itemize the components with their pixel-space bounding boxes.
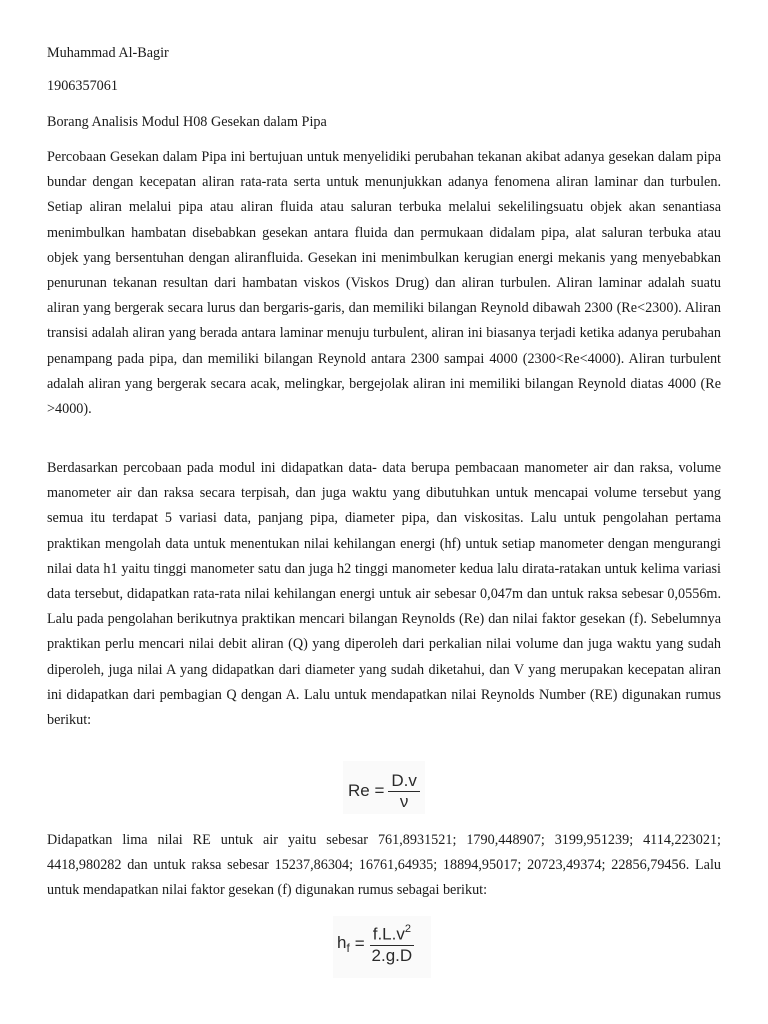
paragraph-analysis: Berdasarkan percobaan pada modul ini didapatkan data- data berupa pembacaan manometer air dan raksa, volume manometer air dan raksa secara terpisah, dan juga waktu yang dibutuhkan untuk mencapai volume tersebut yang semua itu terdapat 5 variasi data, panjang pipa, diameter pipa, dan viskositas. Lalu untuk pengolahan pertama praktikan mengolah data untuk menentukan nilai kehilangan energi (hf) untuk setiap manometer dengan mengurangi nilai data h1 yaitu tinggi manometer satu dan juga h2 tinggi manometer kedua lalu dirata-ratakan untuk kelima variasi data tersebut, didapatkan rata-rata nilai kehilangan energi untuk air sebesar 0,047m dan untuk raksa sebesar 0,0556m. Lalu pada pengolahan berikutnya praktikan mencari bilangan Reynolds (Re) dan nilai faktor gesekan (f). Sebelumnya praktikan perlu mencari nilai debit aliran (Q) yang diperoleh dari perkalian nilai volume dan juga waktu yang sudah diperoleh, juga nilai A yang didapatkan dari diameter yang sudah diketahui, dan V yang merupakan kecepatan aliran ini didapatkan dari pembagian Q dengan A. Lalu untuk mendapatkan nilai Reynolds Number (RE) digunakan rumus berikut: bbox=[47, 460, 721, 729]
document-title: Borang Analisis Modul H08 Gesekan dalam Pipa bbox=[47, 114, 327, 130]
head-loss-fraction bbox=[370, 924, 414, 964]
head-loss-equals: = bbox=[354, 934, 365, 954]
head-loss-denominator: 2.g.D bbox=[371, 945, 413, 965]
head-loss-formula bbox=[333, 916, 431, 978]
head-loss-lhs: $h_f$ bbox=[337, 933, 350, 956]
reynolds-fraction bbox=[388, 772, 420, 811]
reynolds-numerator: D.v bbox=[388, 772, 420, 792]
reynolds-lhs: Re = bbox=[348, 781, 385, 801]
reynolds-denominator: ν bbox=[399, 791, 409, 811]
reynolds-formula bbox=[343, 761, 425, 814]
paragraph-results: Didapatkan lima nilai RE untuk air yaitu sebesar 761,8931521; 1790,448907; 3199,951239; 4114,223021; 4418,980282 dan untuk raksa sebesar 15237,86304; 16761,64935; 18894,95017; 20723,49374; 22856,79456. Lalu untuk mendapatkan nilai faktor gesekan (f) digunakan rumus sebagai berikut: bbox=[47, 832, 721, 899]
author-name: Muhammad Al-Bagir bbox=[47, 45, 169, 61]
head-loss-numerator: $f.L.v^2$ bbox=[370, 924, 414, 946]
student-id: 1906357061 bbox=[47, 78, 118, 94]
paragraph-introduction: Percobaan Gesekan dalam Pipa ini bertujuan untuk menyelidiki perubahan tekanan akibat adanya gesekan dalam pipa bundar dengan kecepatan aliran rata-rata serta untuk menunjukkan adanya fenomena aliran laminar dan turbulen. Setiap aliran melalui pipa atau aliran fluida atau saluran terbuka melalui sekelilingsuatu objek akan senantiasa menimbulkan hambatan disebabkan gesekan antara fluida dan permukaan didalam pipa, alat saluran terbuka atau objek yang bersentuhan dengan aliranfluida. Gesekan ini menimbulkan kerugian energi mekanis yang menyebabkan penurunan tekanan resultan dari hambatan viskos (Viskos Drug) dan aliran turbulen. Aliran laminar adalah suatu aliran yang bergerak secara lurus dan bergaris-garis, dan memiliki bilangan Reynold dibawah 2300 (Re<2300). Aliran transisi adalah aliran yang berada antara laminar menuju turbulent, aliran ini biasanya terjadi ketika adanya perubahan penampang pada pipa, dan memiliki bilangan Reynold antara 2300 sampai 4000 (2300<Re<4000). Aliran turbulent adalah aliran yang bergerak secara acak, melingkar, bergejolak aliran ini memiliki bilangan Reynold diatas 4000 (Re >4000). bbox=[47, 149, 721, 418]
